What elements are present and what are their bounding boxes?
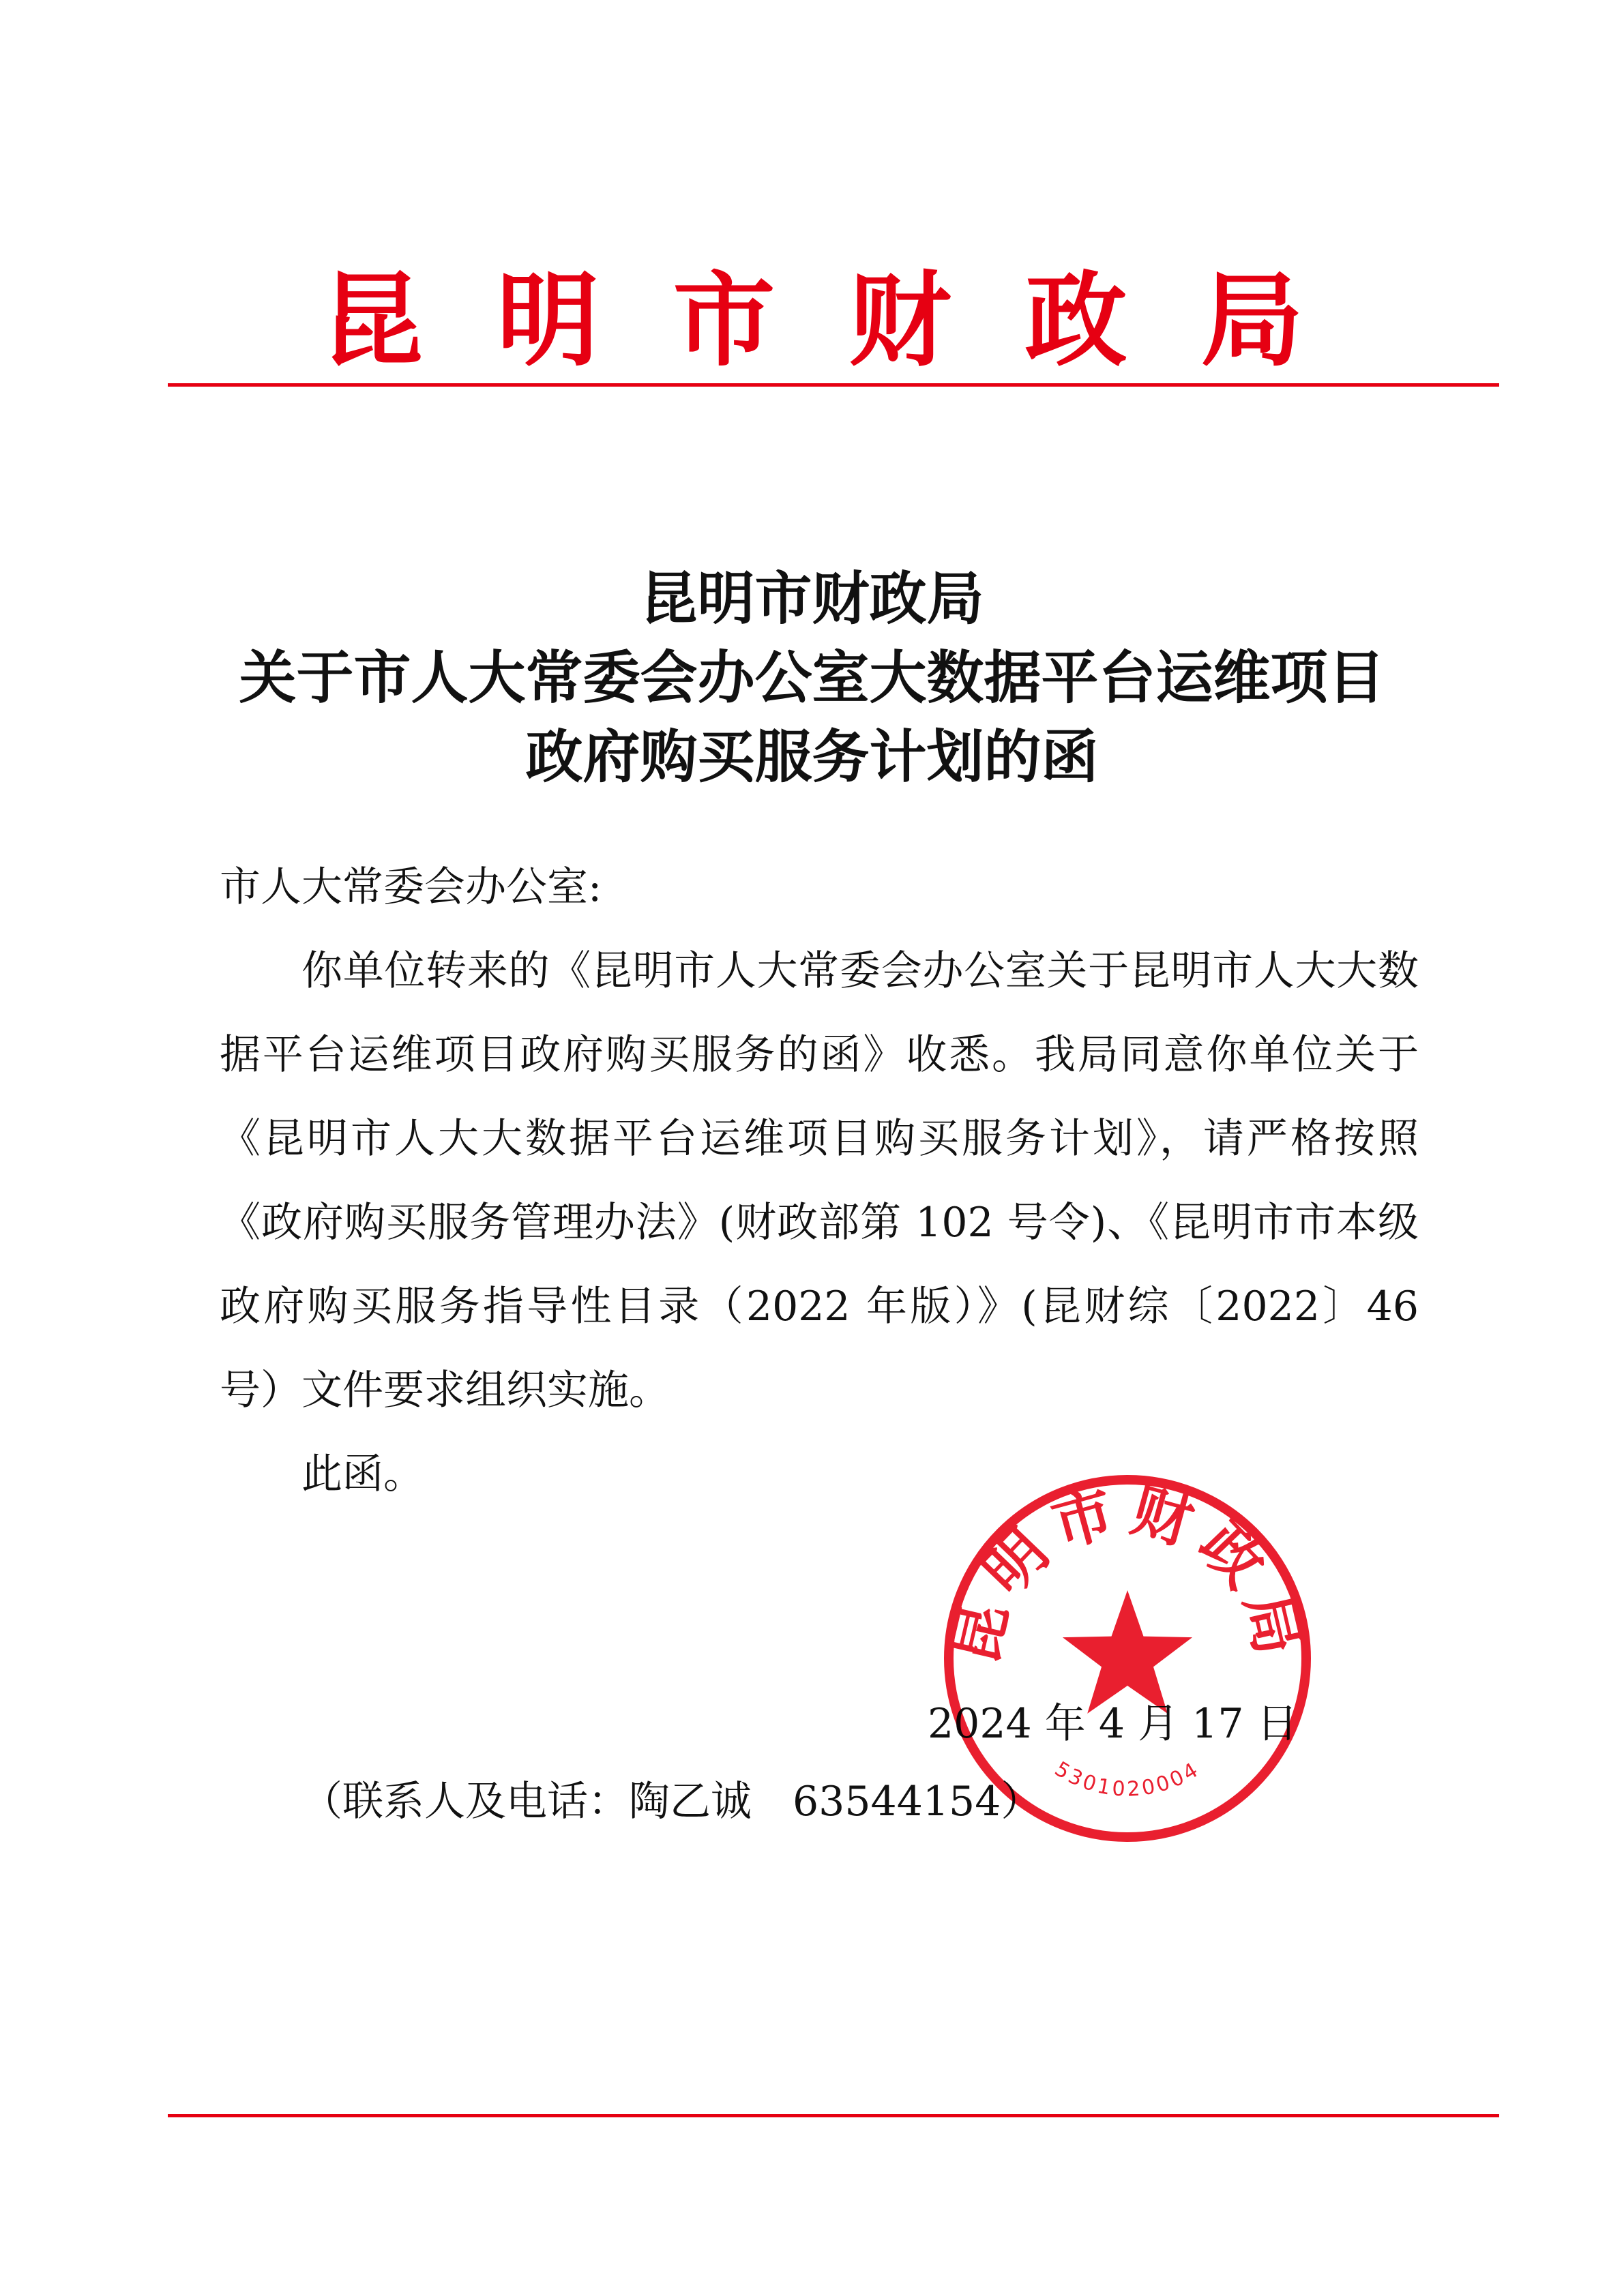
salutation: 市人大常委会办公室: [220, 863, 602, 911]
official-seal [936, 1467, 1318, 1849]
letterhead-red-rule [168, 383, 1499, 387]
signature-date: 2024 年 4 月 17 日 [928, 1700, 1298, 1748]
title-line-3: 政府购买服务计划的函 [525, 723, 1099, 790]
closing-line: 此函。 [301, 1450, 424, 1498]
seal-org-text: 昆明市财政局 [938, 1474, 1317, 1671]
footer-red-rule [168, 2114, 1499, 2117]
seal-code-text: 5301020004 [1050, 1757, 1205, 1802]
body-paragraph: 你单位转来的《昆明市人大常委会办公室关于昆明市人大大数据平台运维项目政府购买服务的函》收悉。我局同意你单位关于《昆明市人大大数据平台运维项目购买服务计划》，请严格按照《政府购买服务管理办法》(财政部第 102 号令)、《昆明市市本级政府购买服务指导性目录（2022 年版）》(昆财综〔2022〕46 号）文件要求组织实施。 [220, 947, 1419, 1414]
contact-phone: 63544154） [793, 1778, 1042, 1825]
title-line-1: 昆明市财政局 [640, 565, 984, 632]
letterhead-org-name: 昆明市财政局 [321, 260, 1377, 381]
contact-person: （联系人及电话：陶乙诚 [301, 1778, 752, 1825]
title-line-2: 关于市人大常委会办公室大数据平台运维项目 [239, 644, 1385, 711]
contact-info [301, 1768, 1042, 1836]
seal-star-icon [1063, 1590, 1192, 1714]
document-title [0, 559, 1624, 796]
